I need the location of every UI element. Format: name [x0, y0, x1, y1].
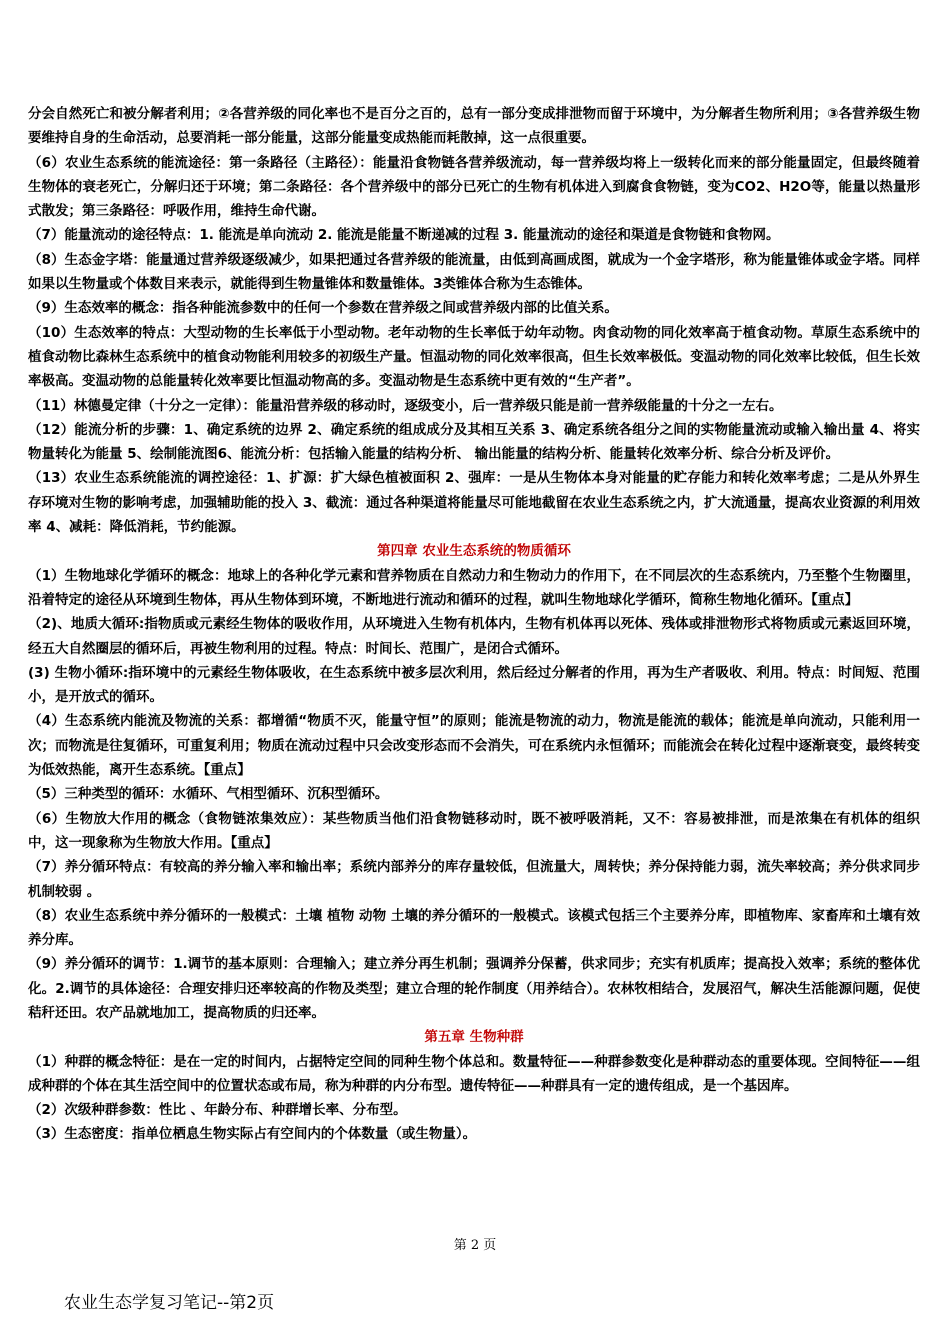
paragraph: （7）养分循环特点：有较高的养分输入率和输出率；系统内部养分的库存量较低，但流量大，周转快；养分保持能力弱，流失率较高；养分供求同步机制较弱 。	[28, 859, 920, 900]
document-body	[28, 102, 920, 1147]
paragraph: （10）生态效率的特点：大型动物的生长率低于小型动物。老年动物的生长率低于幼年动物。肉食动物的同化效率高于植食动物。草原生态系统中的植食动物比森林生态系统中的植食动物能利用较多的初级生产量。恒温动物的同化效率很高，但生长效率极低。变温动物的同化效率比较低，但生长效率极高。变温动物的总能量转化效率要比恒温动物高的多。变温动物是生态系统中更有效的“生产者”。	[28, 324, 920, 390]
chapter-heading: 第五章 生物种群	[424, 1029, 524, 1046]
paragraph: （5）三种类型的循环：水循环、气相型循环、沉积型循环。	[28, 786, 389, 803]
paragraph: （7）能量流动的途径特点：1. 能流是单向流动 2. 能流是能量不断递减的过程 3. 能量流动的途径和渠道是食物链和食物网。	[28, 227, 780, 244]
page-number: 第 2 页	[453, 1238, 497, 1253]
document-footer-title: 农业生态学复习笔记--第2页	[64, 1293, 275, 1313]
chapter-heading: 第四章 农业生态系统的物质循环	[377, 543, 571, 560]
paragraph: （9）养分循环的调节：1.调节的基本原则：合理输入；建立养分再生机制；强调养分保蓄，供求同步；充实有机质库；提高投入效率；系统的整体优化。2.调节的具体途径：合理安排归还率较高的作物及类型；建立合理的轮作制度（用养结合）。农林牧相结合，发展沼气，解决生活能源问题，促使秸秆还田。农产品就地加工，提高物质的归还率。	[28, 956, 920, 1021]
paragraph: （2）次级种群参数：性比 、年龄分布、种群增长率、分布型。	[28, 1102, 407, 1119]
paragraph: （4）生态系统内能流及物流的关系：都增循“物质不灭，能量守恒”的原则；能流是物流的动力，物流是能流的载体；能流是单向流动，只能利用一次；而物流是往复循环，可重复利用；物质在流动过程中只会改变形态而不会消失，可在系统内永恒循环；而能流会在转化过程中逐渐衰变，最终转变为低效热能，离开生态系统。【重点】	[28, 713, 920, 779]
paragraph: （8）农业生态系统中养分循环的一般模式：土壤 植物 动物 土壤的养分循环的一般模式。该模式包括三个主要养分库，即植物库、家畜库和土壤有效养分库。	[28, 907, 920, 949]
paragraph: （13）农业生态系统能流的调控途径：1、扩源：扩大绿色植被面积 2、强库：一是从生物体本身对能量的贮存能力和转化效率考虑；二是从外界生存环境对生物的影响考虑，加强辅助能的投入 3、截流：通过各种渠道将能量尽可能地截留在农业生态系统之内，扩大流通量，提高农业资源的利用效率 4、减耗：降低消耗，节约能源。	[28, 470, 920, 536]
paragraph: （1）种群的概念特征：是在一定的时间内，占据特定空间的同种生物个体总和。数量特征——种群参数变化是种群动态的重要体现。空间特征——组成种群的个体在其生活空间中的位置状态或布局，称为种群的内分布型。遗传特征——种群具有一定的遗传组成，是一个基因库。	[28, 1053, 920, 1094]
paragraph: （11）林德曼定律（十分之一定律）：能量沿营养级的移动时，逐级变小，后一营养级只能是前一营养级能量的十分之一左右。	[28, 397, 783, 414]
paragraph: （1）生物地球化学循环的概念：地球上的各种化学元素和营养物质在自然动力和生物动力的作用下，在不同层次的生态系统内，乃至整个生物圈里，沿着特定的途径从环境到生物体，再从生物体到环境，不断地进行流动和循环的过程，就叫生物地球化学循环，简称生物地化循环。【重点】	[28, 567, 920, 608]
paragraph: （8）生态金字塔：能量通过营养级逐级减少，如果把通过各营养级的能流量，由低到高画成图，就成为一个金字塔形，称为能量锥体或金字塔。同样如果以生物量或个体数目来表示，就能得到生物量锥体和数量锥体。3类锥体合称为生态锥体。	[28, 251, 920, 293]
paragraph: （9）生态效率的概念：指各种能流参数中的任何一个参数在营养级之间或营养级内部的比值关系。	[28, 300, 618, 317]
paragraph: (3) 生物小循环:指环境中的元素经生物体吸收，在生态系统中被多层次利用，然后经过分解者的作用，再为生产者吸收、利用。特点：时间短、范围小，是开放式的循环。	[28, 664, 920, 706]
paragraph: （2)、地质大循环:指物质或元素经生物体的吸收作用，从环境进入生物有机体内，生物有机体再以死体、残体或排泄物形式将物质或元素返回环境，经五大自然圈层的循环后，再被生物利用的过程。特点：时间长、范围广，是闭合式循环。	[28, 616, 920, 657]
paragraph: 分会自然死亡和被分解者利用；②各营养级的同化率也不是百分之百的，总有一部分变成排泄物而留于环境中，为分解者生物所利用；③各营养级生物要维持自身的生命活动，总要消耗一部分能量，这部分能量变成热能而耗散掉，这一点很重要。	[28, 106, 920, 147]
paragraph: （6）农业生态系统的能流途径：第一条路径（主路径）：能量沿食物链各营养级流动，每一营养级均将上一级转化而来的部分能量固定，但最终随着生物体的衰老死亡，分解归还于环境；第二条路径：各个营养级中的部分已死亡的生物有机体进入到腐食食物链，变为CO2、H2O等，能量以热量形式散发；第三条路径：呼吸作用，维持生命代谢。	[28, 154, 920, 220]
paragraph: （12）能流分析的步骤：1、确定系统的边界 2、确定系统的组成成分及其相互关系 3、确定系统各组分之间的实物能量流动或输入输出量 4、将实物量转化为能量 5、绘制能流图6、能流分析：包括输入能量的结构分析、 输出能量的结构分析、能量转化效率分析、综合分析及评价。	[28, 421, 920, 463]
paragraph: （6）生物放大作用的概念（食物链浓集效应）：某些物质当他们沿食物链移动时，既不被呼吸消耗，又不：容易被排泄，而是浓集在有机体的组织中，这一现象称为生物放大作用。【重点】	[28, 810, 920, 851]
paragraph: （3）生态密度：指单位栖息生物实际占有空间内的个体数量（或生物量）。	[28, 1126, 477, 1143]
